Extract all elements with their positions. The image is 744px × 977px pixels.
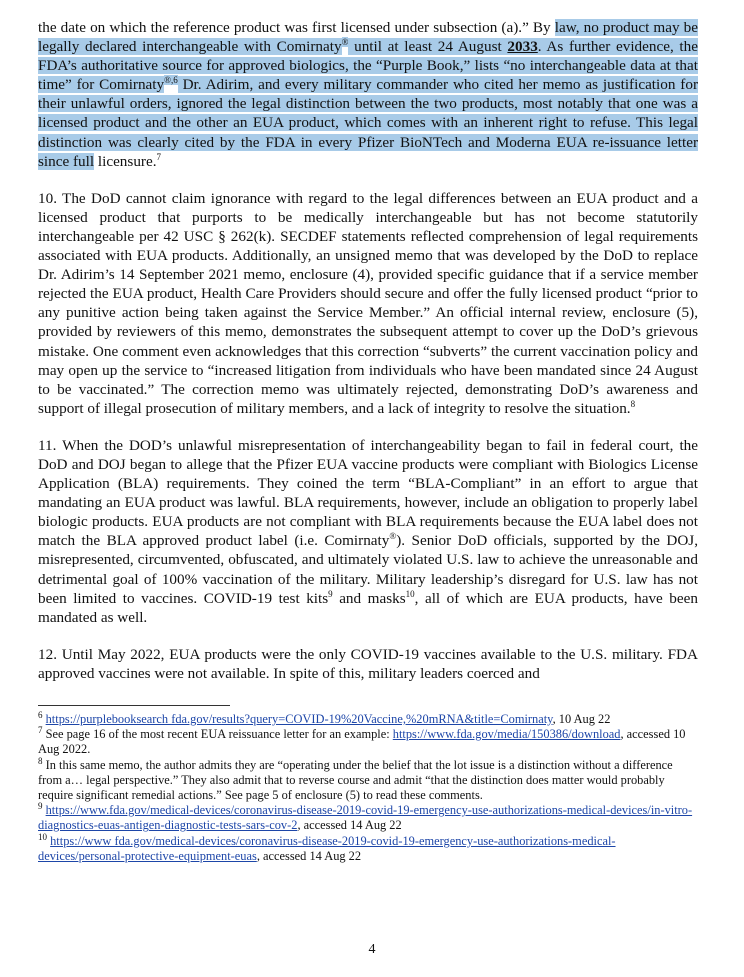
- highlighted-text[interactable]: until at least 24 August: [348, 38, 508, 56]
- para9-text-end: licensure.: [94, 152, 157, 170]
- footnote-8: [38, 755, 698, 804]
- footnote-divider: [38, 705, 230, 706]
- footnote-ref-9[interactable]: 9: [328, 588, 333, 599]
- highlighted-text[interactable]: Dr. Adirim, and every military commander who cited her memo as justification for their unlawful orders, ignored the legal distinction between the two products, most notably that one was a licensed product and the other an EUA product, which comes with an inherent right to refuse. This legal distinction was clearly cited by the FDA in every Pfizer BioNTech and Moderna EUA re-issuance letter since full: [38, 76, 698, 170]
- footnote-7: [38, 727, 698, 757]
- footnote-6-tail: , 10 Aug 22: [552, 712, 611, 726]
- footnote-number: 8: [38, 755, 43, 766]
- paragraph-11: [38, 436, 698, 627]
- highlighted-text[interactable]: law, no product may be legally declared interchangeable with Comirnaty: [38, 19, 698, 56]
- page-number: 4: [368, 942, 376, 957]
- highlighted-text[interactable]: . As further evidence, the FDA’s authoritative source for approved biologics, the “Purple Book,” lists “no interchangeable data at that time” for Comirnaty: [38, 38, 698, 94]
- footnote-ref-10[interactable]: 10: [405, 588, 415, 599]
- footnote-ref-7[interactable]: 7: [156, 151, 162, 162]
- para11-text-d: , all of which are EUA products, have been mandated as well.: [38, 589, 698, 626]
- footnote-ref-6[interactable]: ,6: [170, 75, 178, 86]
- footnote-9: [38, 803, 698, 833]
- registered-mark: ®: [341, 37, 349, 48]
- paragraph-9-continuation: [38, 18, 698, 171]
- footnote-number: 9: [38, 801, 43, 812]
- footnote-6: [38, 709, 698, 727]
- footnote-9-link[interactable]: https://www.fda.gov/medical-devices/coronavirus-disease-2019-covid-19-emergency-use-authorizations-medical-devices/in-vitro-diagnostics-euas-antigen-diagnostic-tests-sars-cov-2: [38, 803, 693, 833]
- footnote-7-text: See page 16 of the most recent EUA reissuance letter for an example:: [45, 727, 393, 742]
- footnote-10-tail: , accessed 14 Aug 22: [256, 848, 362, 863]
- para11-text-c: and masks: [332, 589, 406, 607]
- footnote-number: 10: [38, 831, 47, 842]
- footnote-8-text: In this same memo, the author admits they are “operating under the belief that the lot issue is a distinction without a difference from a… legal perspective.” They also admit that to reverse course and admit “that the distinction does matter would probably require significant remedial actions.” See page 5 of enclosure (5) to read these comments.: [38, 757, 673, 803]
- footnote-7-link[interactable]: https://www.fda.gov/media/150386/download: [392, 727, 621, 742]
- paragraph-10: [38, 189, 698, 418]
- footnote-9-tail: , accessed 14 Aug 22: [297, 818, 402, 833]
- footnote-10: [38, 831, 698, 864]
- footnote-number: 7: [38, 725, 43, 736]
- paragraph-12: 12. Until May 2022, EUA products were the only COVID-19 vaccines available to the U.S. military. FDA approved vaccines were not available. In spite of this, military leaders coerced and: [38, 645, 698, 682]
- footnote-10-link[interactable]: https://www fda.gov/medical-devices/coronavirus-disease-2019-covid-19-emergency-use-authorizations-medical-devices/personal-protective-equipment-euas: [38, 833, 616, 863]
- registered-mark: ®: [164, 75, 171, 86]
- footnote-7-tail: , accessed 10 Aug 2022.: [38, 727, 686, 757]
- footnote-number: 6: [38, 709, 43, 720]
- para11-text-a: 11. When the DOD’s unlawful misrepresentation of interchangeability began to fail in federal court, the DoD and DOJ began to allege that the Pfizer EUA vaccine products were compliant with Biologics License Application (BLA) requirements. They coined the term “BLA-Compliant” in an effort to argue that mandating an EUA product was lawful. BLA requirements, however, include an obligation to properly label biologic products. EUA products are not compliant with BLA requirements because the EUA label does not match the BLA approved product label (i.e. Comirnaty: [38, 436, 698, 550]
- year-2033[interactable]: 2033: [507, 38, 538, 56]
- footnote-ref-8[interactable]: 8: [630, 398, 636, 409]
- registered-mark: ®: [389, 531, 397, 542]
- para10-text: 10. The DoD cannot claim ignorance with regard to the legal differences between an EUA product and a licensed product that purports to be medically interchangeable but has not become statutorily interchangeable per 42 USC § 262(k). SECDEF statements reflected comprehension of legal requirements associated with EUA products. Additionally, an unsigned memo that was developed by the DoD to replace Dr. Adirim’s 14 September 2021 memo, enclosure (4), provided specific guidance that if a service member rejected the EUA product, Health Care Providers should secure and offer the fully licensed product “prior to any punitive action being taken against the Service Member.” An official internal review, enclosure (5), provided by reviewers of this memo, demonstrates the subsequent attempt to cover up the DoD’s grievous mistake. One comment even acknowledges that this correction “subverts” the current vaccination policy and may open up the service to “increased litigation from individuals who have been mandated since 24 August to be vaccinated.” The correction memo was ultimately rejected, demonstrating DoD’s awareness and support of illegal prosecution of military members, and a lack of integrity to resolve the situation.: [38, 189, 698, 417]
- para11-text-b: ). Senior DoD officials, supported by the DOJ, misrepresented, circumvented, obfuscated, and ultimately violated U.S. law to achieve the unreasonable and detrimental goal of 100% vaccination of the military. Military leadership’s disregard for U.S. law has not been limited to vaccines. COVID-19 test kits: [38, 532, 698, 607]
- footnote-6-link[interactable]: https://purplebooksearch fda.gov/results?query=COVID-19%20Vaccine,%20mRNA&title=Comirnaty: [45, 712, 553, 726]
- para9-text-start: the date on which the reference product was first licensed under subsection (a).” By: [38, 19, 555, 36]
- document-page: [38, 0, 698, 864]
